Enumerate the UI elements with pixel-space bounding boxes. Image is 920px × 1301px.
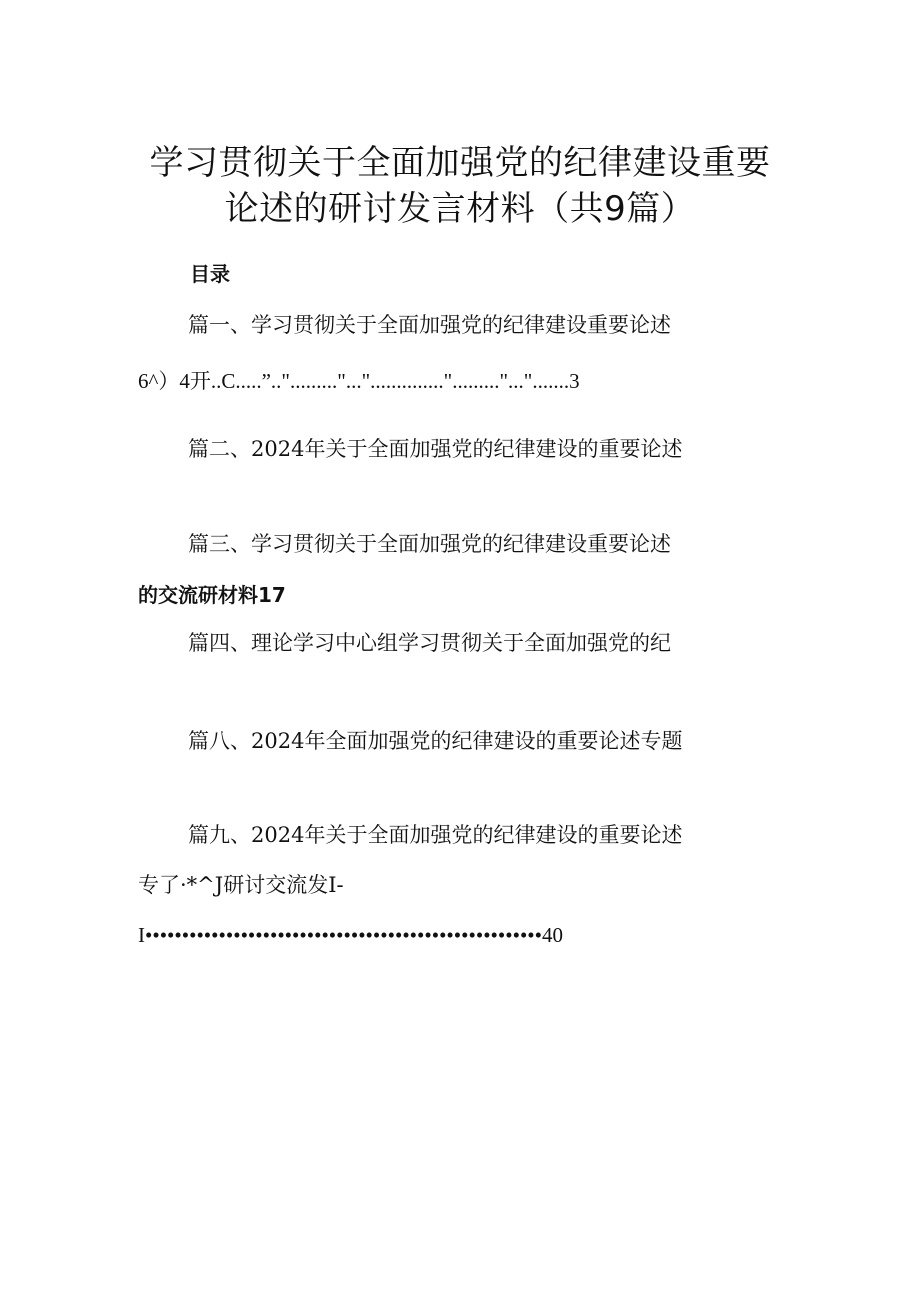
- toc-heading: 目录: [190, 262, 230, 286]
- toc-entry-2-title: 篇二、2024年关于全面加强党的纪律建设的重要论述: [188, 437, 683, 461]
- toc-entry-4-title: 篇四、理论学习中心组学习贯彻关于全面加强党的纪: [188, 631, 671, 655]
- toc-entry-9-title: 篇九、2024年关于全面加强党的纪律建设的重要论述: [188, 823, 683, 847]
- toc-entry-3-continuation: 的交流研材料17: [138, 583, 286, 607]
- toc-entry-9-leader: I••••••••••••••••••••••••••••••••••••••••••••••••••••••40: [138, 923, 564, 947]
- toc-entry-3-title: 篇三、学习贯彻关于全面加强党的纪律建设重要论述: [188, 532, 671, 556]
- toc-entry-8-title: 篇八、2024年全面加强党的纪律建设的重要论述专题: [188, 729, 683, 753]
- document-title-line-1: 学习贯彻关于全面加强党的纪律建设重要: [149, 143, 771, 183]
- toc-entry-9-continuation: 专了·*^J研讨交流发I-: [138, 873, 344, 897]
- toc-entry-1-title: 篇一、学习贯彻关于全面加强党的纪律建设重要论述: [188, 313, 671, 337]
- toc-entry-1-leader: 6^）4开..C.....”.."........."...".............."........."...".......3: [138, 369, 580, 393]
- document-title-line-2: 论述的研讨发言材料（共9篇）: [224, 189, 696, 229]
